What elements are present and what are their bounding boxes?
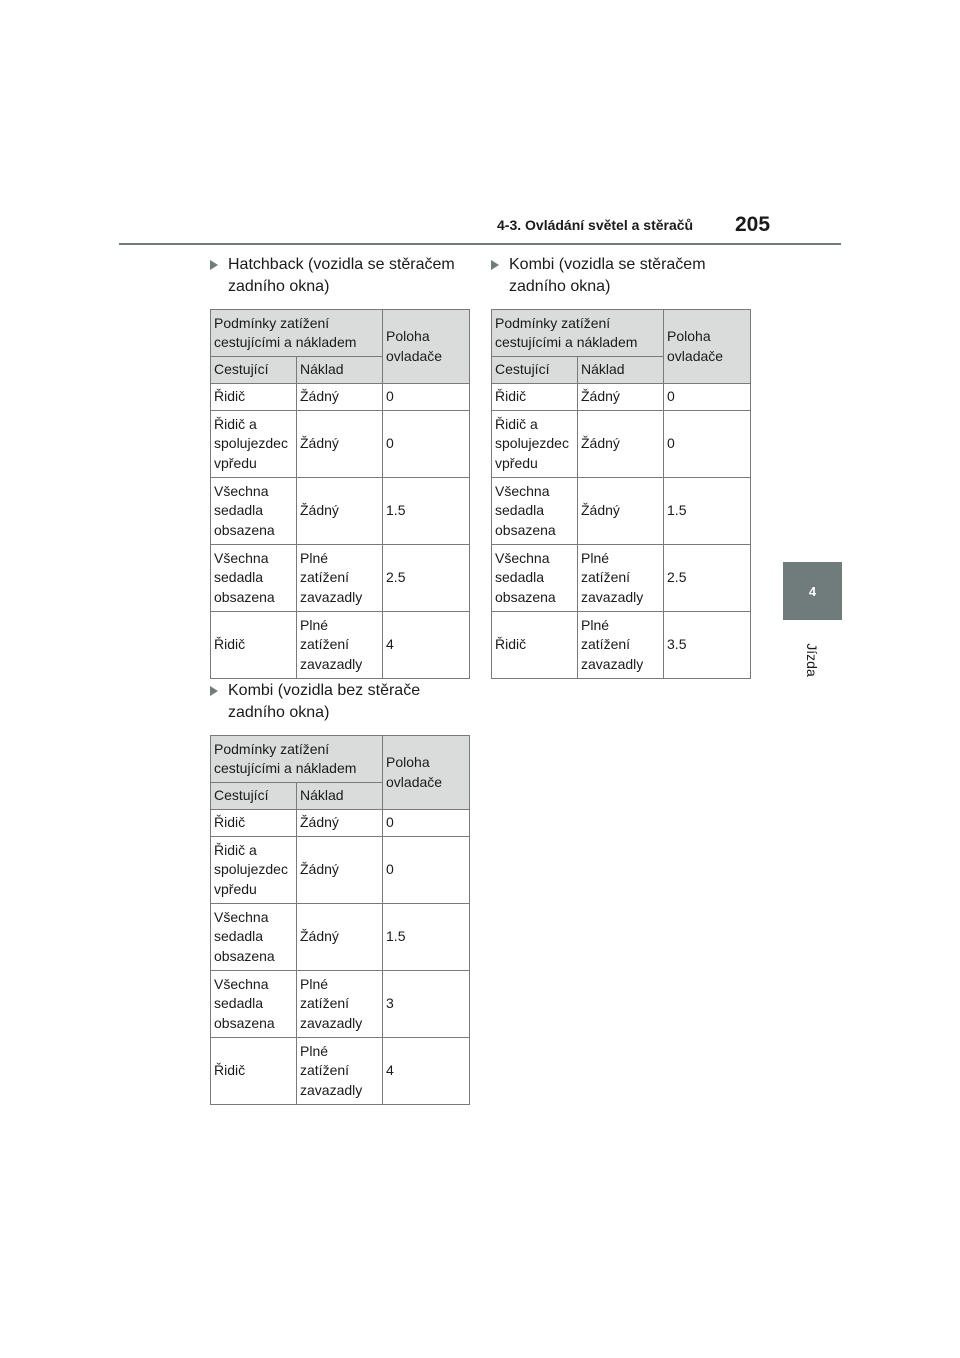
header-cargo: Náklad — [578, 357, 664, 384]
cell-cargo: Žádný — [297, 810, 383, 837]
load-table — [210, 309, 470, 679]
table-row — [492, 411, 751, 478]
cell-position: 0 — [383, 384, 470, 411]
cell-passengers: Všechna sedadla obsazena — [211, 545, 297, 612]
cell-passengers: Všechna sedadla obsazena — [211, 478, 297, 545]
cell-passengers: Řidič — [211, 810, 297, 837]
cell-passengers: Řidič a spolujezdec vpředu — [211, 411, 297, 478]
section-heading-text: Kombi (vozidla se stěračem zadního okna) — [509, 256, 706, 295]
header-load-conditions: Podmínky zatížení cestujícími a nákladem — [211, 736, 383, 783]
cell-position: 0 — [664, 411, 751, 478]
cell-cargo: Žádný — [297, 411, 383, 478]
cell-position: 0 — [383, 810, 470, 837]
table-row — [211, 384, 470, 411]
chapter-label: Jízda — [804, 643, 820, 677]
cell-passengers: Řidič — [492, 612, 578, 679]
cell-cargo: Žádný — [578, 478, 664, 545]
load-table — [210, 735, 470, 1105]
bullet-arrow-icon — [210, 686, 218, 696]
cell-position: 1.5 — [383, 478, 470, 545]
header-load-conditions: Podmínky zatížení cestujícími a nákladem — [492, 310, 664, 357]
section-heading-text: Hatchback (vozidla se stěračem zadního okna) — [228, 256, 455, 295]
table-row — [211, 810, 470, 837]
cell-cargo: Žádný — [297, 478, 383, 545]
header-rule — [119, 243, 841, 245]
cell-position: 0 — [664, 384, 751, 411]
cell-cargo: Plné zatížení zavazadly — [578, 545, 664, 612]
table-row — [211, 545, 470, 612]
cell-position: 2.5 — [664, 545, 751, 612]
header-passengers: Cestující — [492, 357, 578, 384]
cell-passengers: Všechna sedadla obsazena — [492, 545, 578, 612]
table-row — [492, 384, 751, 411]
table-row — [211, 411, 470, 478]
cell-cargo: Plné zatížení zavazadly — [297, 545, 383, 612]
cell-position: 0 — [383, 837, 470, 904]
cell-passengers: Všechna sedadla obsazena — [211, 904, 297, 971]
cell-position: 1.5 — [383, 904, 470, 971]
section-heading — [210, 680, 469, 724]
cell-passengers: Řidič — [211, 612, 297, 679]
cell-cargo: Plné zatížení zavazadly — [297, 1038, 383, 1105]
header-control-position: Poloha ovladače — [383, 736, 470, 810]
chapter-number: 4 — [808, 583, 817, 599]
header-cargo: Náklad — [297, 783, 383, 810]
section-hatchback — [210, 254, 469, 679]
table-row — [211, 971, 470, 1038]
cell-position: 2.5 — [383, 545, 470, 612]
cell-passengers: Řidič — [211, 1038, 297, 1105]
table-row — [211, 612, 470, 679]
section-kombi-no-rear-wiper — [210, 680, 469, 1105]
cell-passengers: Řidič — [211, 384, 297, 411]
load-table — [491, 309, 751, 679]
cell-passengers: Řidič — [492, 384, 578, 411]
header-passengers: Cestující — [211, 783, 297, 810]
section-title: 4-3. Ovládání světel a stěračů — [497, 217, 694, 233]
cell-position: 0 — [383, 411, 470, 478]
section-heading — [491, 254, 750, 298]
cell-cargo: Žádný — [297, 384, 383, 411]
cell-position: 1.5 — [664, 478, 751, 545]
chapter-tab — [783, 562, 842, 620]
header-load-conditions: Podmínky zatížení cestujícími a nákladem — [211, 310, 383, 357]
cell-cargo: Plné zatížení zavazadly — [297, 971, 383, 1038]
section-heading-text: Kombi (vozidla bez stěrače zadního okna) — [228, 682, 421, 721]
header-passengers: Cestující — [211, 357, 297, 384]
cell-cargo: Žádný — [578, 411, 664, 478]
cell-position: 3.5 — [664, 612, 751, 679]
cell-passengers: Řidič a spolujezdec vpředu — [211, 837, 297, 904]
table-row — [211, 837, 470, 904]
cell-cargo: Plné zatížení zavazadly — [297, 612, 383, 679]
page-number: 205 — [735, 213, 771, 236]
cell-passengers: Všechna sedadla obsazena — [492, 478, 578, 545]
cell-passengers: Řidič a spolujezdec vpředu — [492, 411, 578, 478]
cell-cargo: Žádný — [297, 904, 383, 971]
table-row — [492, 612, 751, 679]
table-row — [492, 545, 751, 612]
table-row — [211, 1038, 470, 1105]
cell-position: 4 — [383, 612, 470, 679]
cell-cargo: Žádný — [297, 837, 383, 904]
cell-cargo: Plné zatížení zavazadly — [578, 612, 664, 679]
header-control-position: Poloha ovladače — [383, 310, 470, 384]
cell-position: 3 — [383, 971, 470, 1038]
table-row — [492, 478, 751, 545]
section-kombi-rear-wiper — [491, 254, 750, 679]
header-control-position: Poloha ovladače — [664, 310, 751, 384]
section-heading — [210, 254, 469, 298]
cell-position: 4 — [383, 1038, 470, 1105]
bullet-arrow-icon — [491, 260, 499, 270]
cell-passengers: Všechna sedadla obsazena — [211, 971, 297, 1038]
bullet-arrow-icon — [210, 260, 218, 270]
table-row — [211, 904, 470, 971]
table-row — [211, 478, 470, 545]
header-cargo: Náklad — [297, 357, 383, 384]
cell-cargo: Žádný — [578, 384, 664, 411]
